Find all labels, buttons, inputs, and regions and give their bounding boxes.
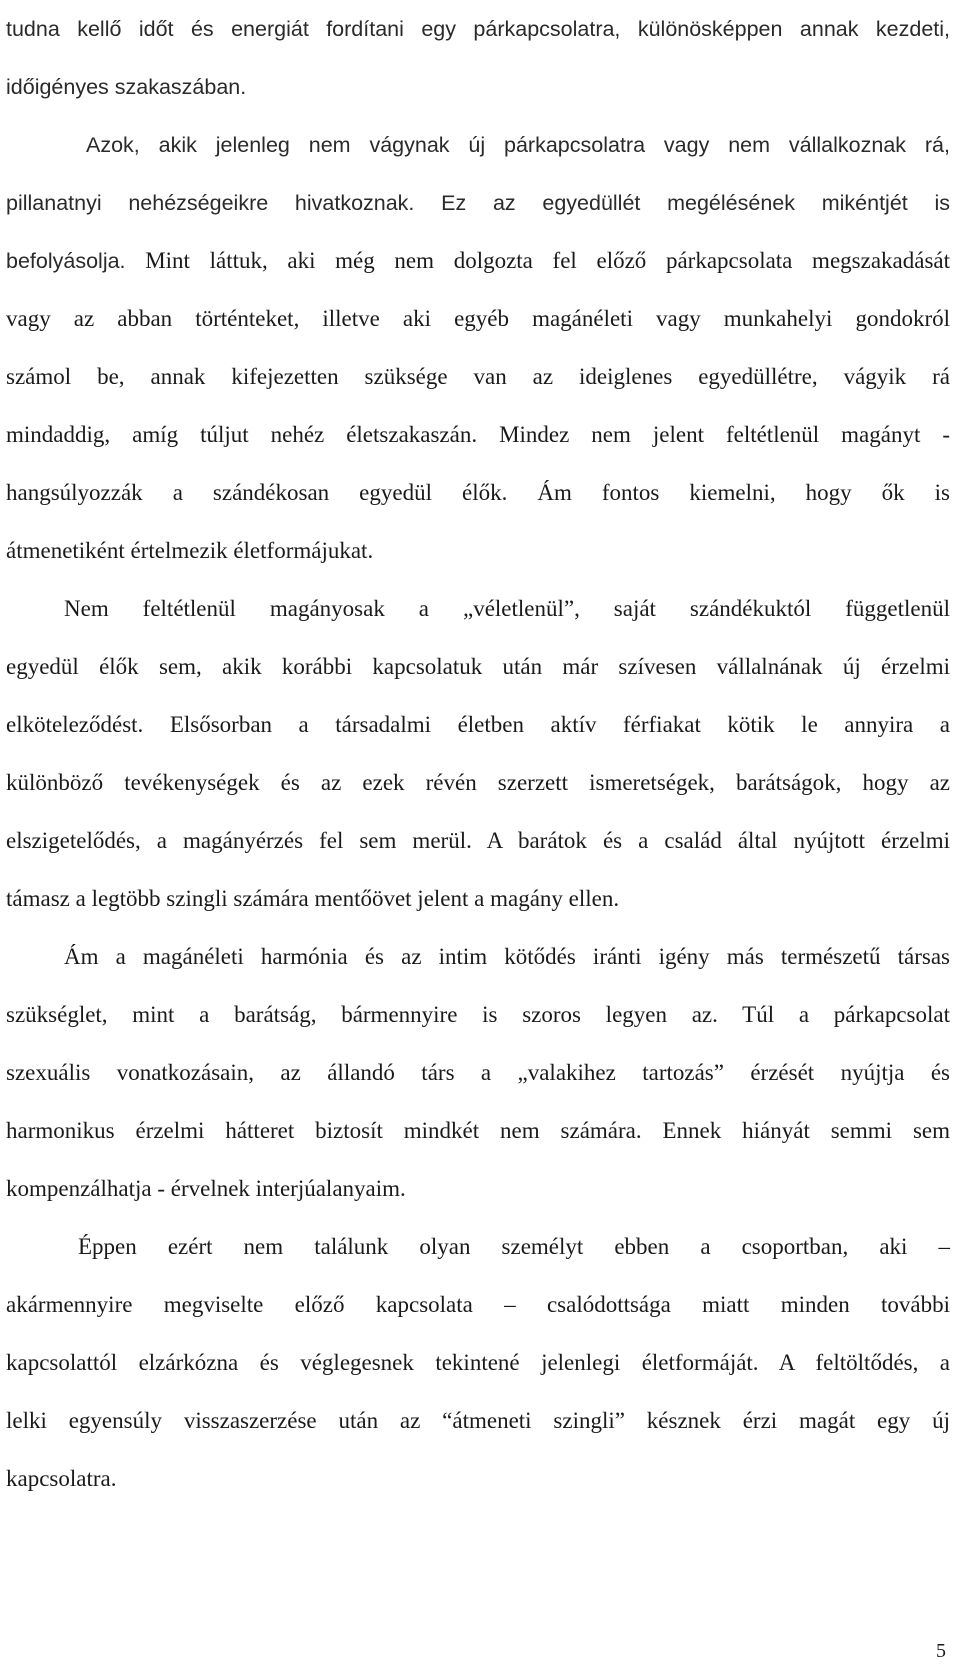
paragraph-2 <box>6 116 950 580</box>
text-line: számol be, annak kifejezetten szüksége van az ideiglenes egyedüllétre, vágyik rá <box>6 364 950 389</box>
text-line: Azok, akik jelenleg nem vágynak új párkapcsolatra vagy nem vállalkoznak rá, <box>86 133 950 157</box>
text-segment: befolyásolja. <box>6 249 126 273</box>
text-line: pillanatnyi nehézségeikre hivatkoznak. Ez az egyedüllét megélésének mikéntjét is <box>6 191 950 215</box>
text-line: átmenetiként értelmezik életformájukat. <box>6 538 374 563</box>
text-line: kompenzálhatja - érvelnek interjúalanyaim. <box>6 1176 406 1201</box>
text-line: kapcsolatra. <box>6 1466 117 1491</box>
text-line: kapcsolattól elzárkózna és véglegesnek tekintené jelenlegi életformáját. A feltöltődés, a <box>6 1350 950 1375</box>
text-line: időigényes szakaszában. <box>6 75 247 99</box>
text-line: lelki egyensúly visszaszerzése után az “átmeneti szingli” késznek érzi magát egy új <box>6 1408 950 1433</box>
text-line: elszigetelődés, a magányérzés fel sem merül. A barátok és a család által nyújtott érzelmi <box>6 828 950 853</box>
text-line: szexuális vonatkozásain, az állandó társ a „valakihez tartozás” érzését nyújtja és <box>6 1060 950 1085</box>
text-line <box>6 232 950 290</box>
paragraph-5 <box>6 1218 950 1508</box>
document-page <box>6 0 950 1508</box>
text-line: tudna kellő időt és energiát fordítani egy párkapcsolatra, különösképpen annak kezdeti, <box>6 17 950 41</box>
text-line: különböző tevékenységek és az ezek révén szerzett ismeretségek, barátságok, hogy az <box>6 770 950 795</box>
paragraph-4 <box>6 928 950 1218</box>
page-number: 5 <box>936 1640 946 1662</box>
paragraph-3 <box>6 580 950 928</box>
text-line: hangsúlyozzák a szándékosan egyedül élők. Ám fontos kiemelni, hogy ők is <box>6 480 950 505</box>
text-line: szükséglet, mint a barátság, bármennyire is szoros legyen az. Túl a párkapcsolat <box>6 1002 950 1027</box>
text-line: Éppen ezért nem találunk olyan személyt ebben a csoportban, aki – <box>78 1234 950 1259</box>
text-line: Ám a magánéleti harmónia és az intim kötődés iránti igény más természetű társas <box>64 944 950 969</box>
text-line: vagy az abban történteket, illetve aki egyéb magánéleti vagy munkahelyi gondokról <box>6 306 950 331</box>
text-line: akármennyire megviselte előző kapcsolata – csalódottsága miatt minden további <box>6 1292 950 1317</box>
text-line: mindaddig, amíg túljut nehéz életszakaszán. Mindez nem jelent feltétlenül magányt - <box>6 422 950 447</box>
text-line: Nem feltétlenül magányosak a „véletlenül”, saját szándékuktól függetlenül <box>64 596 950 621</box>
text-line: támasz a legtöbb szingli számára mentőövet jelent a magány ellen. <box>6 886 620 911</box>
text-segment: Mint láttuk, aki még nem dolgozta fel előző párkapcsolata megszakadását <box>145 248 950 273</box>
text-line: egyedül élők sem, akik korábbi kapcsolatuk után már szívesen vállalnának új érzelmi <box>6 654 950 679</box>
text-line: harmonikus érzelmi hátteret biztosít mindkét nem számára. Ennek hiányát semmi sem <box>6 1118 950 1143</box>
paragraph-1 <box>6 0 950 116</box>
text-line: elköteleződést. Elsősorban a társadalmi életben aktív férfiakat kötik le annyira a <box>6 712 950 737</box>
